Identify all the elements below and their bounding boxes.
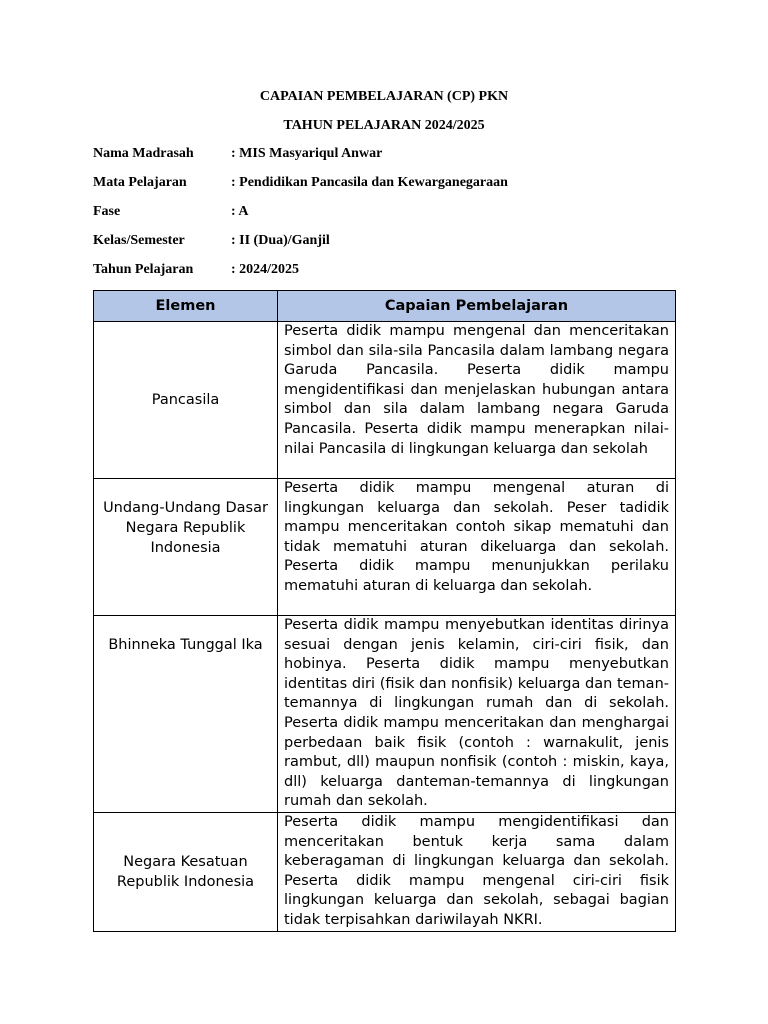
info-value: : A [231, 204, 249, 219]
cell-capaian: Peserta didik mampu mengenal aturan di lingkungan keluarga dan sekolah. Peser tadidik mampu menceritakan contoh sikap mematuhi dan tidak mematuhi aturan dikeluarga dan sekolah. Peserta didik mampu menunjukkan perilaku mematuhi aturan di keluarga dan sekolah. [278, 479, 676, 616]
info-value: : 2024/2025 [231, 262, 300, 277]
cell-capaian: Peserta didik mampu mengidentifikasi dan menceritakan bentuk kerja sama dalam keberagaman di lingkungan keluarga dan sekolah. Peserta didik mampu mengenal ciri-ciri fisik lingkungan keluarga dan sekolah, sebagai bagian tidak terpisahkan dariwilayah NKRI. [278, 812, 676, 931]
cell-elemen: Undang-Undang Dasar Negara Republik Indonesia [94, 479, 278, 616]
cell-capaian: Peserta didik mampu mengenal dan menceritakan simbol dan sila-sila Pancasila dalam lambang negara Garuda Pancasila. Peserta didik mampu mengidentifikasi dan menjelaskan hubungan antara simbol dan sila dalam lambang negara Garuda Pancasila. Peserta didik mampu menerapkan nilai-nilai Pancasila di lingkungan keluarga dan sekolah [278, 322, 676, 479]
info-row-kelas-semester [93, 232, 693, 250]
info-row-tahun-pelajaran [93, 261, 693, 279]
document-title: CAPAIAN PEMBELAJARAN (CP) PKN [259, 89, 509, 104]
info-label: Kelas/Semester [93, 233, 185, 248]
table-row [94, 616, 676, 813]
info-row-fase [93, 203, 693, 221]
cell-elemen: Negara Kesatuan Republik Indonesia [94, 812, 278, 931]
header-capaian: Capaian Pembelajaran [278, 291, 676, 322]
info-value: : MIS Masyariqul Anwar [231, 146, 383, 161]
info-label: Mata Pelajaran [93, 175, 187, 190]
table-row [94, 322, 676, 479]
info-value: : II (Dua)/Ganjil [231, 233, 330, 248]
document-subtitle: TAHUN PELAJARAN 2024/2025 [283, 118, 485, 133]
info-row-mata-pelajaran [93, 174, 693, 192]
table-row [94, 479, 676, 616]
info-value: : Pendidikan Pancasila dan Kewarganegaraan [231, 175, 508, 190]
info-label: Tahun Pelajaran [93, 262, 194, 277]
header-elemen: Elemen [94, 291, 278, 322]
info-row-madrasah [93, 145, 693, 163]
table-row [94, 812, 676, 931]
table-header-row [94, 291, 676, 322]
info-label: Nama Madrasah [93, 146, 194, 161]
capaian-table [93, 290, 676, 932]
info-label: Fase [93, 204, 121, 219]
cell-elemen: Pancasila [94, 322, 278, 479]
cell-capaian: Peserta didik mampu menyebutkan identitas dirinya sesuai dengan jenis kelamin, ciri-ciri fisik, dan hobinya. Peserta didik mampu menyebutkan identitas diri (fisik dan nonfisik) keluarga dan teman-temannya di lingkungan rumah dan di sekolah. Peserta didik mampu menceritakan dan menghargai perbedaan baik fisik (contoh : warnakulit, jenis rambut, dll) maupun nonfisik (contoh : miskin, kaya, dll) keluarga danteman-temannya di lingkungan rumah dan sekolah. [278, 616, 676, 813]
cell-elemen: Bhinneka Tunggal Ika [94, 616, 278, 813]
